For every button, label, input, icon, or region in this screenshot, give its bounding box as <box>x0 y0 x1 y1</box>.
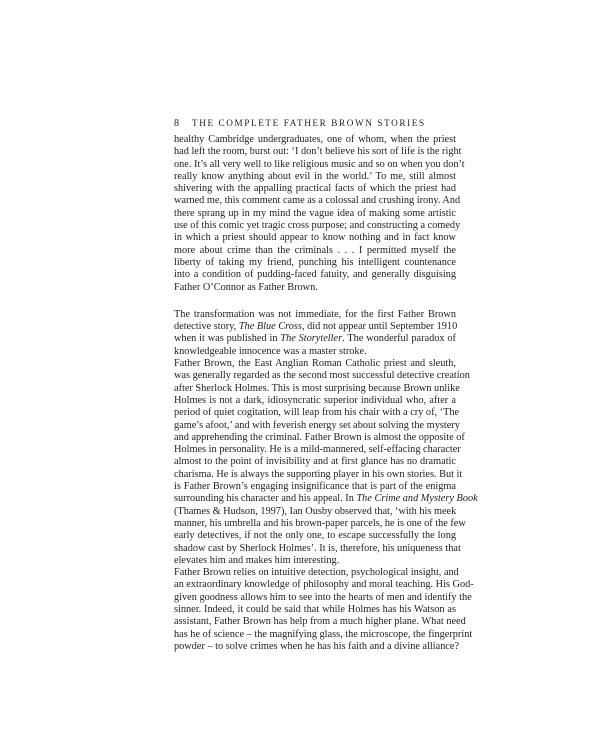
text-line: shadow cast by Sherlock Holmes’. It is, therefore, his uniqueness that <box>174 542 461 554</box>
text-line: had left the room, burst out: ‘I don’t believe his sort of life is the right <box>174 146 462 158</box>
text-line: assistant, Father Brown has help from a much higher plane. What need <box>174 616 466 628</box>
text-line: game’s afoot,’ and with feverish energy set about solving the mystery <box>174 419 460 431</box>
paragraph <box>174 134 465 294</box>
text-line: Holmes is not a dark, idiosyncratic superior individual who, after a <box>174 394 456 406</box>
italic-title: The Crime and Mystery Book <box>356 493 478 505</box>
text-line: Father Brown, the East Anglian Roman Catholic priest and sleuth, <box>174 358 456 370</box>
body-text <box>174 134 478 653</box>
page-number: 8 <box>174 118 179 129</box>
text-line: into a condition of pudding-faced fatuity, and generally disguising <box>174 269 456 281</box>
text-line: healthy Cambridge undergraduates, one of whom, when the priest <box>174 134 456 145</box>
text-line: almost to the point of invisibility and at first glance has no dramatic <box>174 456 456 468</box>
text-line: there sprang up in my mind the vague idea of making some artistic <box>174 207 456 219</box>
text-line: liberty of taking my friend, punching his intelligent countenance <box>174 256 456 268</box>
running-head <box>174 116 454 131</box>
text-line: Father O’Connor as Father Brown. <box>174 281 318 293</box>
text-line: in which a priest should appear to know nothing and in fact know <box>174 232 456 244</box>
text-line: has he of science – the magnifying glass, the microscope, the fingerprint <box>174 628 473 640</box>
text-line: an extraordinary knowledge of philosophy and moral teaching. His God- <box>174 579 474 591</box>
text-line: shivering with the appalling practical facts of which the priest had <box>174 183 456 195</box>
text-line: after Sherlock Holmes. This is most surprising because Brown unlike <box>174 382 460 394</box>
paragraph <box>174 309 456 358</box>
italic-title: The Blue Cross <box>238 321 302 333</box>
text-line: is Father Brown’s engaging insignificance that is part of the enigma <box>174 481 456 493</box>
text-line: was generally regarded as the second most successful detective creation <box>174 370 470 382</box>
running-title: THE COMPLETE FATHER BROWN STORIES <box>192 118 426 128</box>
paragraph <box>174 567 474 653</box>
text-line: and apprehending the criminal. Father Brown is almost the opposite of <box>174 431 465 443</box>
paragraph <box>174 358 478 567</box>
text-line: period of quiet cogitation, will leap from his chair with a cry of, ‘The <box>174 407 460 419</box>
text-line: The transformation was not immediate, for the first Father Brown <box>174 308 456 320</box>
text-line: use of this comic yet tragic cross purpose; and constructing a comedy <box>174 220 461 232</box>
text-line: sinner. Indeed, it could be said that while Holmes has his Watson as <box>174 603 456 615</box>
text-line: when it was published in The Storyteller. The wonderful paradox of <box>174 333 456 345</box>
text-line: early detectives, if not the only one, to escape successfully the long <box>174 530 456 542</box>
text-line: detective story, The Blue Cross, did not appear until September 1910 <box>174 321 458 333</box>
text-line: Father Brown relies on intuitive detection, psychological insight, and <box>174 567 459 579</box>
text-line: warned me, this comment came as a colossal and crushing irony. And <box>174 195 461 207</box>
text-line: more about crime than the criminals . . . I permitted myself the <box>174 244 456 256</box>
section-break <box>174 294 456 309</box>
text-line: knowledgeable innocence was a master stroke. <box>174 345 367 357</box>
text-line: surrounding his character and his appeal. In The Crime and Mystery Book <box>174 493 478 505</box>
text-line: elevates him and makes him interesting. <box>174 554 340 566</box>
text-line: really know anything about evil in the world.’ To me, still almost <box>174 170 456 182</box>
text-line: manner, his umbrella and his brown-paper parcels, he is one of the few <box>174 517 466 529</box>
italic-title: The Storyteller <box>280 333 343 345</box>
text-line: (Thames & Hudson, 1997), Ian Ousby observed that, ‘with his meek <box>174 505 457 517</box>
text-line: one. It’s all very well to like religious music and so on when you don’t <box>174 158 465 170</box>
text-line: Holmes in personality. He is a mild-mannered, self-effacing character <box>174 444 461 456</box>
text-line: powder – to solve crimes when he has his faith and a divine alliance? <box>174 640 460 652</box>
text-line: charisma. He is always the supporting player in his own stories. But it <box>174 468 463 480</box>
text-line: given goodness allows him to see into the hearts of men and identify the <box>174 591 472 603</box>
